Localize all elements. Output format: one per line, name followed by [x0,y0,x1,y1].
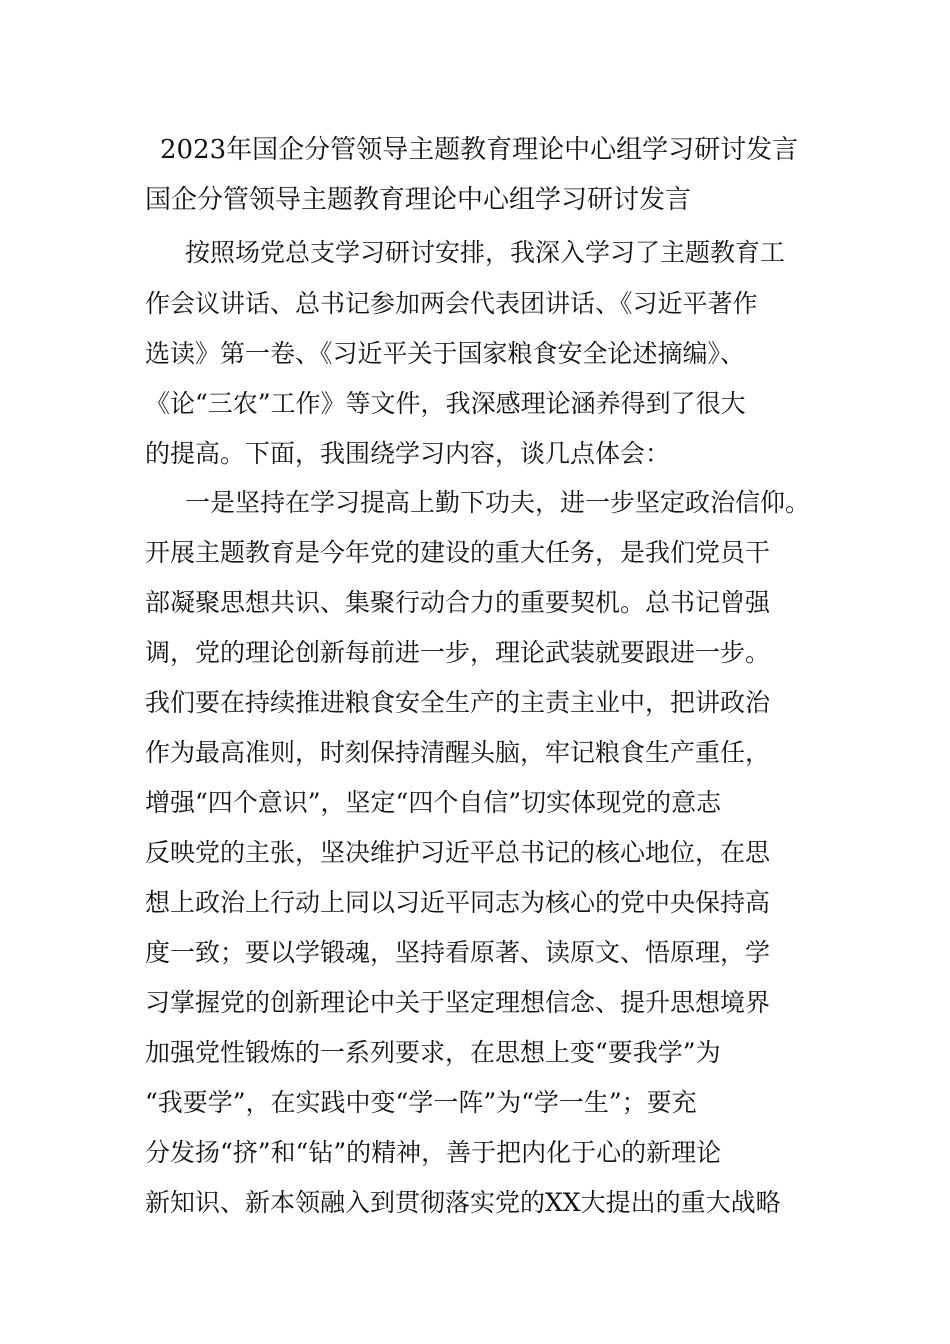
paragraph-line: 想上政治上行动上同以习近平同志为核心的党中央保持高 [145,888,771,917]
paragraph-line: “我要学”，在实践中变“学一阵”为“学一生”；要充 [145,1088,697,1117]
paragraph-line: 一是坚持在学习提高上勤下功夫，进一步坚定政治信仰。 [185,488,811,517]
document-subtitle: 国企分管领导主题教育理论中心组学习研讨发言 [145,185,692,215]
paragraph-line: 我们要在持续推进粮食安全生产的主责主业中，把讲政治 [145,688,771,717]
paragraph-line: 作会议讲话、总书记参加两会代表团讲话、《习近平著作 [145,289,758,318]
paragraph-line: 按照场党总支学习研讨安排，我深入学习了主题教育工 [185,238,786,267]
paragraph-line: 开展主题教育是今年党的建设的重大任务，是我们党员干 [145,538,771,567]
paragraph-line: 习掌握党的创新理论中关于坚定理想信念、提升思想境界 [145,988,771,1017]
paragraph-line: 的提高。下面，我围绕学习内容，谈几点体会： [145,439,671,468]
paragraph-line: 加强党性锻炼的一系列要求，在思想上变“要我学”为 [145,1038,721,1067]
document-title: 2023年国企分管领导主题教育理论中心组学习研讨发言 [160,135,799,165]
paragraph-line: 新知识、新本领融入到贯彻落实党的XX大提出的重大战略 [145,1188,781,1217]
paragraph-line: 《论“三农”工作》等文件，我深感理论涵养得到了很大 [145,389,746,418]
paragraph-line: 作为最高准则，时刻保持清醒头脑，牢记粮食生产重任， [145,738,771,767]
paragraph-line: 调，党的理论创新每前进一步，理论武装就要跟进一步。 [145,638,771,667]
paragraph-line: 增强“四个意识”，坚定“四个自信”切实体现党的意志 [145,788,722,817]
paragraph-line: 度一致；要以学锻魂，坚持看原著、读原文、悟原理，学 [145,938,771,967]
paragraph-line: 分发扬“挤”和“钻”的精神，善于把内化于心的新理论 [145,1138,722,1167]
paragraph-line: 部凝聚思想共识、集聚行动合力的重要契机。总书记曾强 [145,588,771,617]
paragraph-line: 选读》第一卷、《习近平关于国家粮食安全论述摘编》、 [145,339,746,368]
paragraph-line: 反映党的主张，坚决维护习近平总书记的核心地位，在思 [145,838,771,867]
